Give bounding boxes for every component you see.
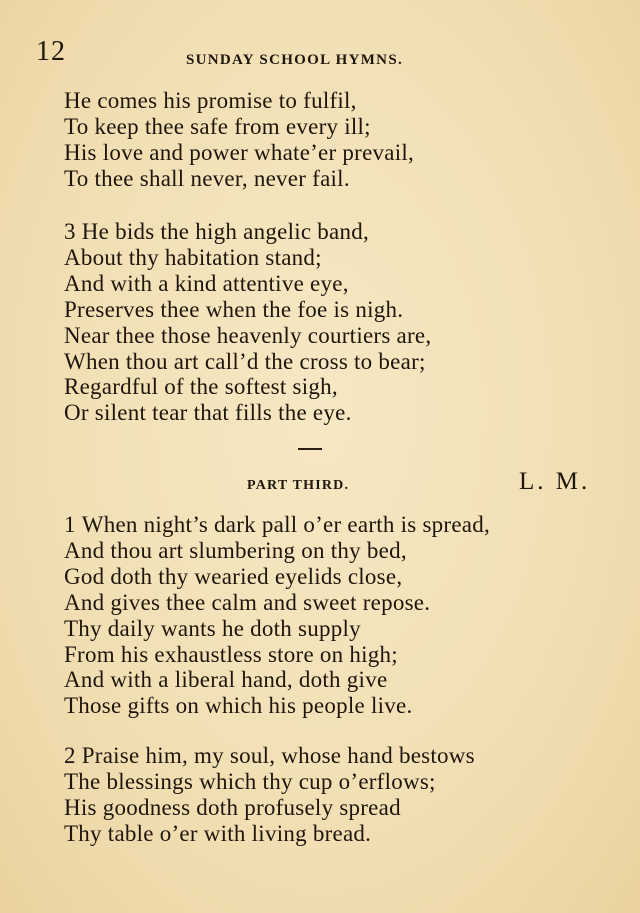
verse-text: When night’s dark pall o’er earth is spread, <box>81 512 491 537</box>
section-divider <box>298 448 322 450</box>
verse-line: Those gifts on which his people live. <box>64 693 413 719</box>
verse-line: Regardful of the softest sigh, <box>64 374 338 400</box>
stanza-1 <box>64 512 490 719</box>
verse-line: Thy table o’er with living bread. <box>64 820 372 846</box>
stanza-number: 2 <box>64 743 76 768</box>
verse-line: To thee shall never, never fail. <box>64 165 350 191</box>
verse-line: Preserves thee when the foe is nigh. <box>64 296 404 322</box>
verse-line: Near thee those heavenly courtiers are, <box>64 322 432 348</box>
stanza-continued <box>64 88 414 192</box>
verse-line: His love and power whate’er prevail, <box>64 139 415 165</box>
verse-line: And with a kind attentive eye, <box>64 270 349 296</box>
page-header <box>0 34 640 74</box>
verse-line <box>64 512 490 538</box>
verse-line: Or silent tear that fills the eye. <box>64 400 352 426</box>
verse-line: And with a liberal hand, doth give <box>64 667 388 693</box>
stanza-3 <box>64 219 431 426</box>
verse-line <box>64 219 431 245</box>
verse-line: God doth thy wearied eyelids close, <box>64 563 403 589</box>
verse-line: His goodness doth profusely spread <box>64 794 401 820</box>
verse-line: Thy daily wants he doth supply <box>64 615 361 641</box>
verse-text: He bids the high angelic band, <box>81 219 370 244</box>
verse-line <box>64 743 475 769</box>
verse-line: When thou art call’d the cross to bear; <box>64 348 426 374</box>
part-title: PART THIRD. <box>247 478 350 493</box>
stanza-number: 3 <box>64 219 76 244</box>
meter-label: L. M. <box>519 468 591 495</box>
verse-line: And gives thee calm and sweet repose. <box>64 589 431 615</box>
stanza-number: 1 <box>64 512 76 537</box>
verse-line: And thou art slumbering on thy bed, <box>64 537 407 563</box>
stanza-2 <box>64 743 475 847</box>
section-heading <box>0 468 640 498</box>
verse-line: From his exhaustless store on high; <box>64 641 398 667</box>
verse-line: To keep thee safe from every ill; <box>64 113 371 139</box>
page-number: 12 <box>36 36 66 67</box>
verse-line: About thy habitation stand; <box>64 244 322 270</box>
verse-line: He comes his promise to fulfil, <box>64 88 357 113</box>
verse-text: Praise him, my soul, whose hand bestows <box>81 743 475 768</box>
verse-line: The blessings which thy cup o’erflows; <box>64 768 436 794</box>
running-title: SUNDAY SCHOOL HYMNS. <box>186 52 404 68</box>
